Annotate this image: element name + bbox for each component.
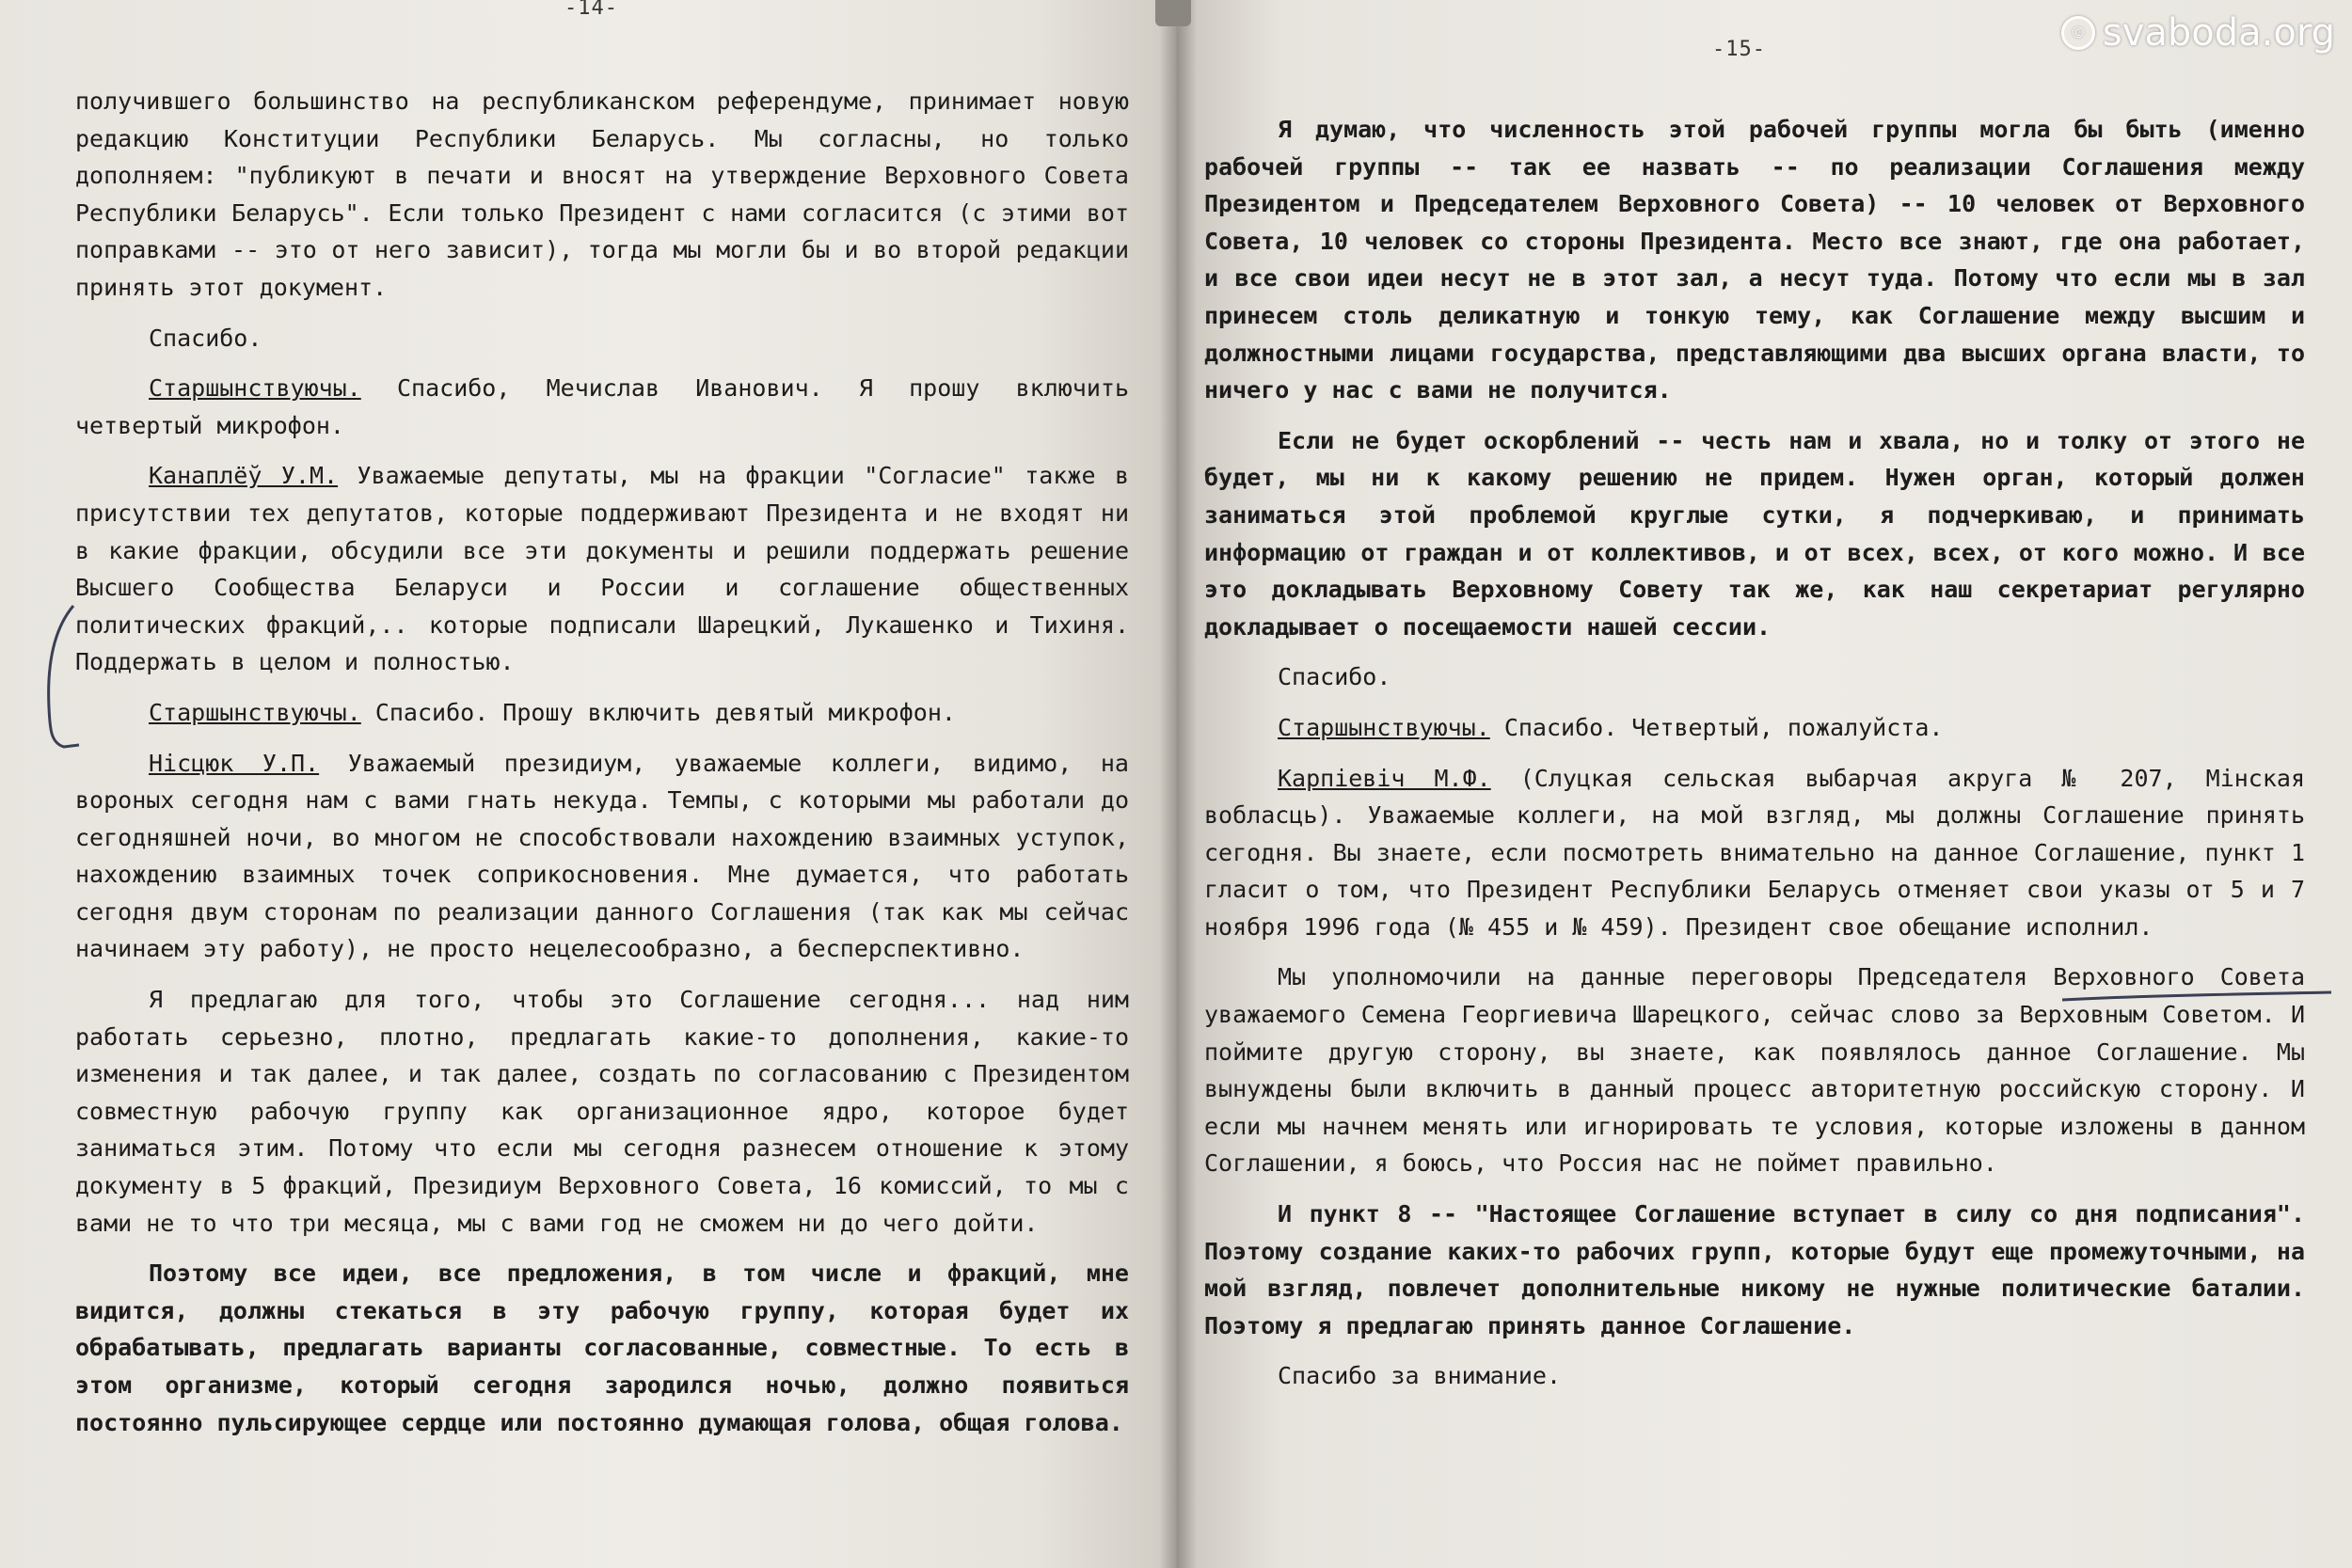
paragraph-text: Уважаемый президиум, уважаемые коллеги, видимо, на вороных сегодня нам с вами гнать некуда. Темпы, с которыми мы работали до сегодняшней ночи, во многом не способствовали нахождению взаимных уступок, нахождению взаимных точек соприкосновения. Мне думается, что работать сегодня двум сторонам по реализации данного Соглашения (так как мы сейчас начинаем эту работу), не просто нецелесообразно, а бесперспективно. <box>75 749 1129 963</box>
speaker-name: Старшынствуючы. <box>149 698 361 726</box>
paragraph <box>75 694 1129 732</box>
paragraph <box>75 457 1129 681</box>
paragraph-text: Спасибо. Четвертый, пожалуйста. <box>1489 713 1944 741</box>
paragraph <box>75 370 1129 444</box>
speaker-name: Нісцюк У.П. <box>149 749 320 777</box>
paragraph <box>75 981 1129 1242</box>
paragraph <box>1204 760 2305 946</box>
paragraph-text: получившего большинство на республиканском референдуме, принимает новую редакцию Конституции Республики Беларусь. Мы согласны, но только дополняем: "публикуют в печати и вносят на утверждение Верховного Совета Республики Беларусь". Если только Президент с нами согласится (с этими вот поправками -- это от него зависит), тогда мы могли бы и во второй редакции принять этот документ. <box>75 87 1129 301</box>
paragraph <box>75 320 1129 357</box>
paragraph-text: Мы уполномочили на данные переговоры Председателя Верховного Совета уважаемого Семена Георгиевича Шарецкого, сейчас слово за Верховным Советом. И поймите другую сторону, вы знаете, как появлялось данное Соглашение. Мы вынуждены были включить в данный процесс авторитетную российскую сторону. И если мы начнем менять или игнорировать те условия, которые изложены в данном Соглашении, я боюсь, что Россия нас не поймет правильно. <box>1204 963 2305 1178</box>
paragraph <box>75 83 1129 307</box>
pen-bracket-mark <box>36 602 83 752</box>
binder-clip <box>1155 0 1191 26</box>
paragraph <box>75 1255 1129 1441</box>
paragraph-text: (Слуцкая сельская выбарчая акруга № 207, Мінская вобласць). Уважаемые коллеги, на мой взгляд, мы должны Соглашение принять сегодня. Вы знаете, если посмотреть внимательно на данное Соглашение, пункт 1 гласит о том, что Президент Республики Беларусь отменяет свои указы от 5 и 7 ноября 1996 года (№ 455 и № 459). Президент свое обещание исполнил. <box>1204 764 2306 941</box>
speaker-name: Карпіевіч М.Ф. <box>1278 764 1491 792</box>
paragraph-text: Я предлагаю для того, чтобы это Соглашение сегодня... над ним работать серьезно, плотно, предлагать какие-то дополнения, какие-то изменения и так далее, и так далее, создать по согласованию с Президентом совместную рабочую группу как организационное ядро, которое будет заниматься этим. Потому что если мы сегодня разнесем отношение к этому документу в 5 фракций, Президиум Верховного Совета, 16 комиссий, то мы с вами не то что три месяца, мы с вами год не сможем ни до чего дойти. <box>75 986 1129 1237</box>
paragraph-text: И пункт 8 -- "Настоящее Соглашение вступает в силу со дня подписания". Поэтому создание каких-то рабочих групп, которые будут еще промежуточными, на мой взгляд, повлечет дополнительные никому не нужные политические баталии. Поэтому я предлагаю принять данное Соглашение. <box>1204 1200 2305 1339</box>
paragraph <box>1204 709 2305 747</box>
paragraph <box>1204 658 2305 696</box>
right-page <box>1176 0 2352 1568</box>
paragraph <box>1204 1357 2305 1395</box>
paragraph-text: Спасибо за внимание. <box>1278 1362 1562 1390</box>
paragraph-text: Уважаемые депутаты, мы на фракции "Согласие" также в присутствии тех депутатов, которые поддерживают Президента и не входят ни в какие фракции, обсудили все эти документы и решили поддержать решение Высшего Сообщества Беларуси и России и соглашение общественных политических фракций,.. которые подписали Шарецкий, Лукашенко и Тихиня. Поддержать в целом и полностью. <box>75 462 1130 676</box>
speaker-name: Старшынствуючы. <box>149 374 361 403</box>
speaker-name: Канаплёў У.М. <box>149 462 339 490</box>
paragraph <box>1204 111 2305 409</box>
speaker-name: Старшынствуючы. <box>1278 713 1490 741</box>
paragraph-text: Спасибо. <box>149 324 262 352</box>
paragraph-text: Спасибо. Прошу включить девятый микрофон. <box>360 698 956 726</box>
paragraph-text: Спасибо. <box>1278 663 1391 691</box>
paragraph-text: Спасибо, Мечислав Иванович. Я прошу включить четвертый микрофон. <box>75 374 1129 439</box>
left-page-number: -14- <box>564 0 618 20</box>
paragraph <box>1204 1196 2305 1344</box>
paragraph <box>75 745 1129 969</box>
right-page-number: -15- <box>1712 38 1766 61</box>
watermark <box>2061 11 2335 55</box>
paragraph-text: Если не будет оскорблений -- честь нам и хвала, но и толку от этого не будет, мы ни к какому решению не придем. Нужен орган, который должен заниматься этой проблемой круглые сутки, я подчеркиваю, и принимать информацию от граждан и от коллективов, и от всех, всех, от кого можно. И все это докладывать Верховному Совету так же, как наш секретариат регулярно докладывает о посещаемости нашей сессии. <box>1204 426 2305 641</box>
book-gutter <box>1159 0 1197 1568</box>
copyright-icon: © <box>2061 16 2095 50</box>
pen-underline-mark <box>2060 990 2333 1004</box>
paragraph <box>1204 422 2305 646</box>
paragraph-text: Я думаю, что численность этой рабочей группы могла бы быть (именно рабочей группы -- так ее назвать -- по реализации Соглашения между Президентом и Председателем Верховного Совета) -- 10 человек от Верховного Совета, 10 человек со стороны Президента. Место все знают, где она работает, и все свои идеи несут не в этот зал, а несут туда. Потому что если мы в зал принесем столь деликатную и тонкую тему, как Соглашение между высшим и должностными лицами государства, представляющими два высших органа власти, то ничего у нас с вами не получится. <box>1204 116 2305 404</box>
watermark-text: svaboda.org <box>2102 11 2335 55</box>
paragraph-text: Поэтому все идеи, все предложения, в том числе и фракций, мне видится, должны стекаться в эту рабочую группу, которая будет их обрабатывать, предлагать варианты согласованные, совместные. То есть в этом организме, который сегодня зародился ночью, должно появиться постоянно пульсирующее сердце или постоянно думающая голова, общая голова. <box>75 1259 1129 1436</box>
left-page-body <box>75 83 1138 1441</box>
right-page-body <box>1204 111 2314 1395</box>
